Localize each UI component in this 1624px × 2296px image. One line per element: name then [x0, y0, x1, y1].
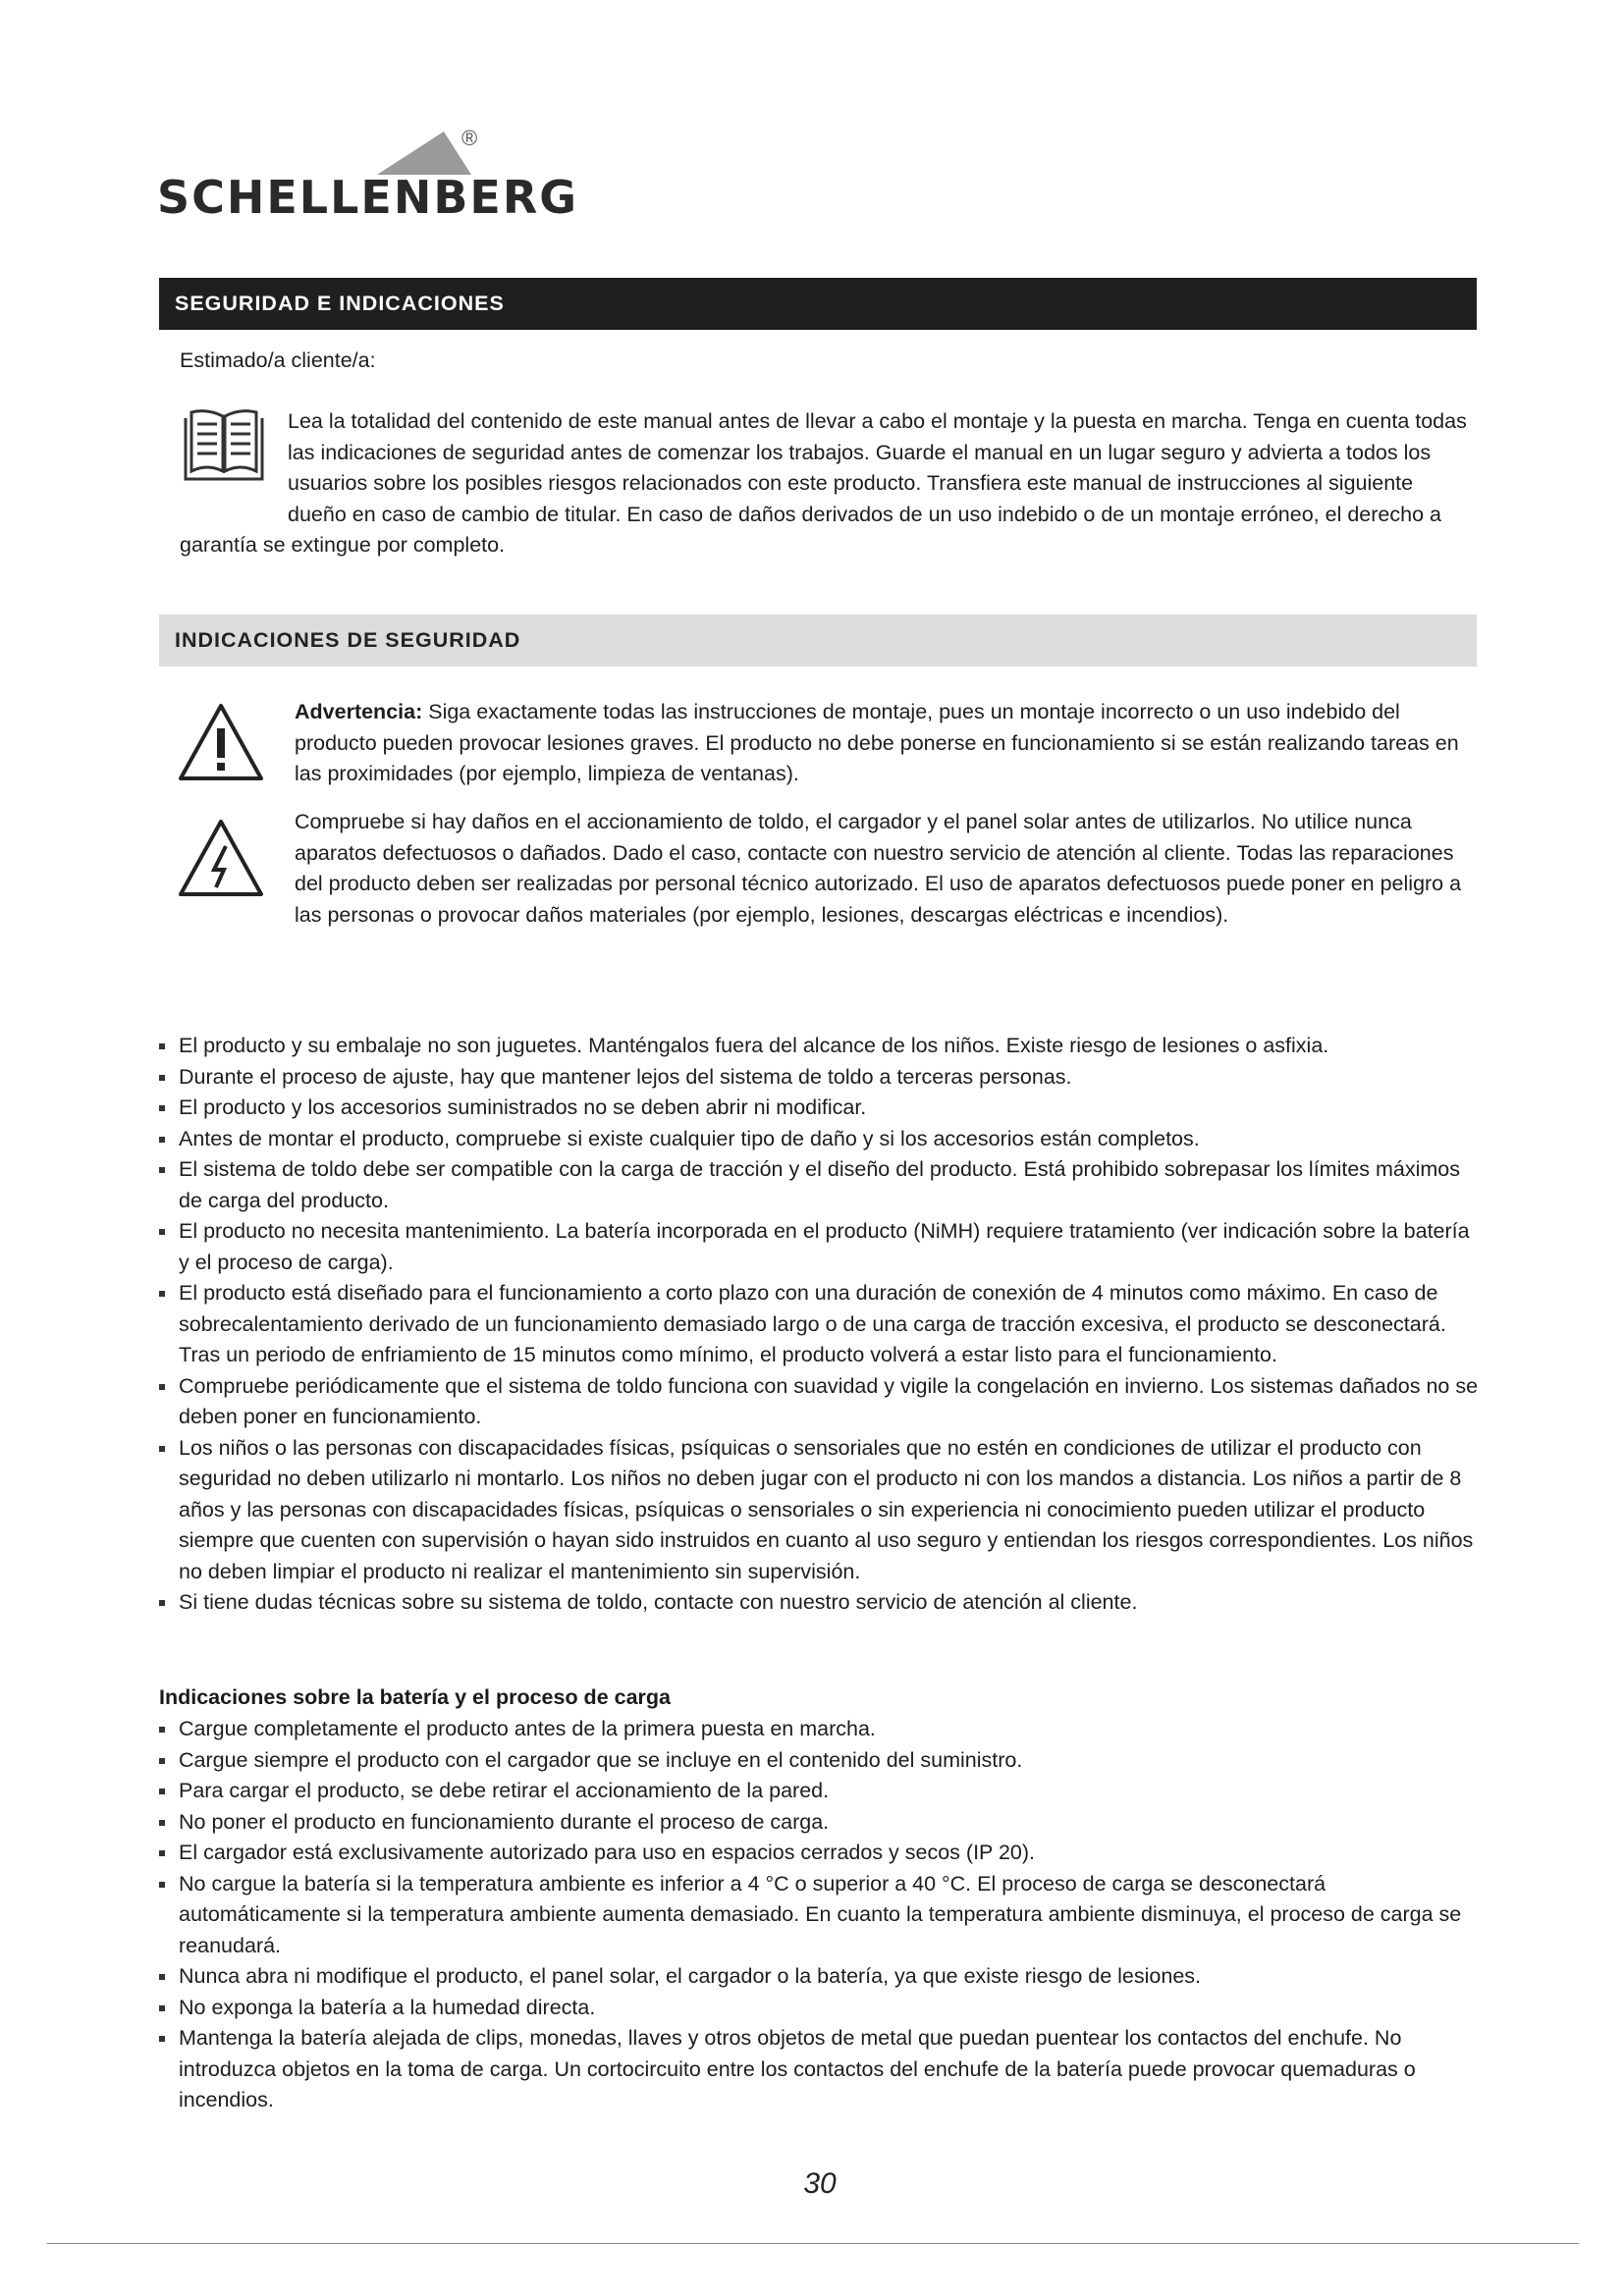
warning-block: [177, 697, 1477, 790]
general-safety-list: [159, 1031, 1485, 1619]
list-item: Para cargar el producto, se debe retirar el accionamiento de la pared.: [159, 1776, 1485, 1807]
list-item: El producto no necesita mantenimiento. La batería incorporada en el producto (NiMH) requiere tratamiento (ver indicación sobre la batería y el proceso de carga).: [159, 1216, 1485, 1278]
list-item: No cargue la batería si la temperatura ambiente es inferior a 4 °C o superior a 40 °C. El proceso de carga se desconectará automáticamente si la temperatura ambiente aumenta demasiado. En cuanto la temperatura ambiente disminuya, el proceso de carga se reanudará.: [159, 1869, 1485, 1962]
list-item: Los niños o las personas con discapacidades físicas, psíquicas o sensoriales que no estén en condiciones de utilizar el producto con seguridad no deben utilizarlo ni montarlo. Los niños no deben jugar con el producto ni con los mandos a distancia. Los niños a partir de 8 años y las personas con discapacidades físicas, psíquicas o sensoriales o sin experiencia ni conocimiento pueden utilizar el producto siempre que cuenten con supervisión o hayan sido instruidos en cuanto al uso seguro y entiendan los riesgos correspondientes. Los niños no deben limpiar el producto ni realizar el mantenimiento sin supervisión.: [159, 1433, 1485, 1588]
list-item: El sistema de toldo debe ser compatible con la carga de tracción y el diseño del producto. Está prohibido sobrepasar los límites máximos de carga del producto.: [159, 1154, 1485, 1216]
registered-mark: ®: [461, 126, 478, 150]
roof-logo-icon: [377, 132, 471, 175]
battery-list: [159, 1714, 1485, 2116]
electric-warning-text: Compruebe si hay daños en el accionamiento de toldo, el cargador y el panel solar antes de utilizarlos. No utilice nunca aparatos defectuosos o dañados. Dado el caso, contacte con nuestro servicio de atención al cliente. Todas las reparaciones del producto deben ser realizadas por personal técnico autorizado. El uso de aparatos defectuosos puede poner en peligro a las personas o provocar daños materiales (por ejemplo, lesiones, descargas eléctricas e incendios).: [295, 810, 1462, 927]
list-item: Mantenga la batería alejada de clips, monedas, llaves y otros objetos de metal que puedan puentear los contactos del enchufe. No introduzca objetos en la toma de carga. Un cortocircuito entre los contactos del enchufe de la batería puede provocar quemaduras o incendios.: [159, 2023, 1485, 2116]
list-item: Cargue completamente el producto antes de la primera puesta en marcha.: [159, 1714, 1485, 1745]
list-item: El producto y los accesorios suministrados no se deben abrir ni modificar.: [159, 1093, 1485, 1124]
electric-warning-block: [177, 807, 1477, 931]
book-icon: [180, 406, 288, 501]
greeting: Estimado/a cliente/a:: [180, 348, 376, 372]
brand-name: SCHELLENBERG: [157, 171, 579, 224]
page-number: 30: [803, 2167, 837, 2200]
intro-text: Lea la totalidad del contenido de este manual antes de llevar a cabo el montaje y la puesta en marcha. Tenga en cuenta todas las indicaciones de seguridad antes de comenzar los trabajos. Guarde el manual en un lugar seguro y advierta a todos los usuarios sobre los posibles riesgos relacionados con este producto. Transfiera este manual de instrucciones al siguiente dueño en caso de cambio de titular. En caso de daños derivados de un uso indebido o de un montaje erróneo, el derecho a garantía se extingue por completo.: [180, 409, 1467, 557]
list-item: El producto está diseñado para el funcionamiento a corto plazo con una duración de conexión de 4 minutos como máximo. En caso de sobrecalentamiento derivado de un funcionamiento demasiado largo o de una carga de tracción excesiva, el producto se desconectará. Tras un periodo de enfriamiento de 15 minutos como mínimo, el producto volverá a estar listo para el funcionamiento.: [159, 1278, 1485, 1371]
list-item: No poner el producto en funcionamiento durante el proceso de carga.: [159, 1807, 1485, 1839]
list-item: El producto y su embalaje no son juguetes. Manténgalos fuera del alcance de los niños. Existe riesgo de lesiones o asfixia.: [159, 1031, 1485, 1062]
brand-logo: [157, 126, 579, 234]
warning-text: Siga exactamente todas las instrucciones de montaje, pues un montaje incorrecto o un uso indebido del producto pueden provocar lesiones graves. El producto no debe ponerse en funcionamiento si se están realizando tareas en las proximidades (por ejemplo, limpieza de ventanas).: [295, 700, 1459, 785]
intro-paragraph: [180, 406, 1476, 561]
list-item: Nunca abra ni modifique el producto, el panel solar, el cargador o la batería, ya que existe riesgo de lesiones.: [159, 1961, 1485, 1993]
footer-divider: [47, 2243, 1579, 2244]
electric-hazard-icon: [177, 817, 265, 899]
list-item: Antes de montar el producto, compruebe si existe cualquier tipo de daño y si los accesorios están completos.: [159, 1124, 1485, 1155]
list-item: El cargador está exclusivamente autorizado para uso en espacios cerrados y secos (IP 20).: [159, 1838, 1485, 1869]
section-header-safety: SEGURIDAD E INDICACIONES: [159, 278, 1477, 330]
battery-heading: Indicaciones sobre la batería y el proceso de carga: [159, 1685, 671, 1709]
list-item: Compruebe periódicamente que el sistema de toldo funciona con suavidad y vigile la congelación en invierno. Los sistemas dañados no se deben poner en funcionamiento.: [159, 1371, 1485, 1433]
list-item: Si tiene dudas técnicas sobre su sistema de toldo, contacte con nuestro servicio de atención al cliente.: [159, 1587, 1485, 1619]
warning-icon: [177, 701, 265, 783]
list-item: Durante el proceso de ajuste, hay que mantener lejos del sistema de toldo a terceras personas.: [159, 1062, 1485, 1094]
warning-label: Advertencia:: [295, 700, 423, 723]
section-header-indications: INDICACIONES DE SEGURIDAD: [159, 614, 1477, 667]
list-item: Cargue siempre el producto con el cargador que se incluye en el contenido del suministro.: [159, 1745, 1485, 1777]
list-item: No exponga la batería a la humedad directa.: [159, 1993, 1485, 2024]
